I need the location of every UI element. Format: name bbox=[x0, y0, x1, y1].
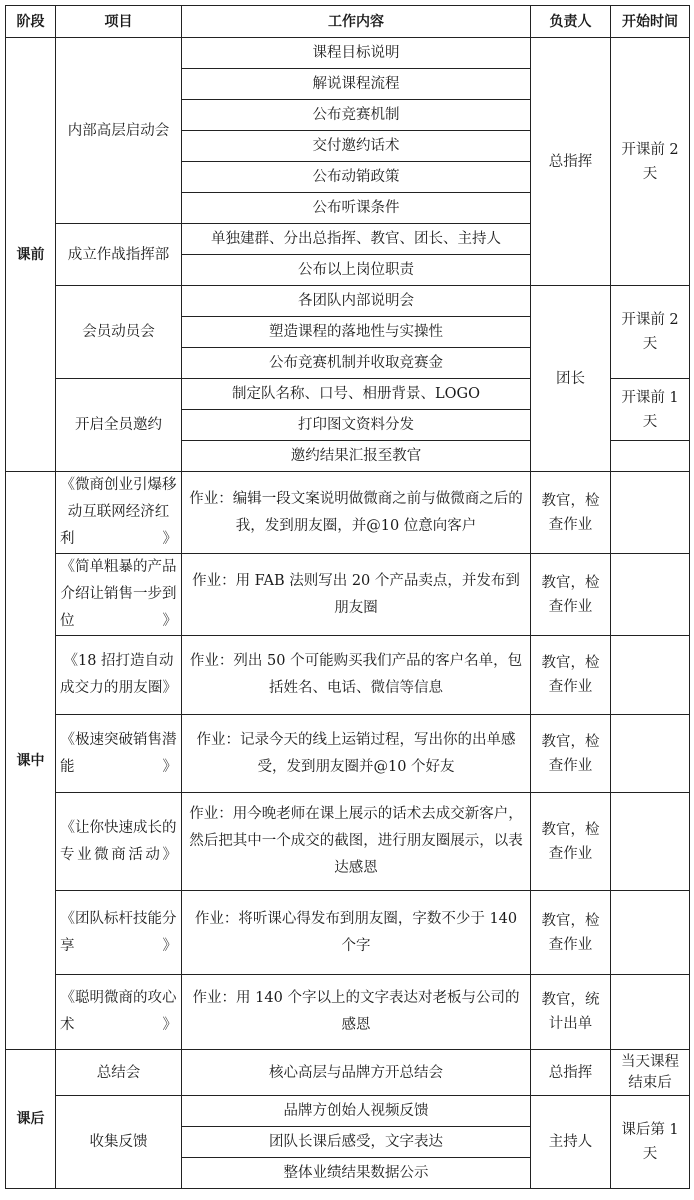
work-item: 公布动销政策 bbox=[182, 162, 531, 193]
work-item: 品牌方创始人视频反馈 bbox=[182, 1096, 531, 1127]
course-title: 《简单粗暴的产品介绍让销售一步到位》 bbox=[56, 554, 182, 636]
stage-after: 课后 bbox=[6, 1050, 56, 1189]
owner-leader: 团长 bbox=[531, 286, 611, 472]
work-item: 交付邀约话术 bbox=[182, 131, 531, 162]
table-row bbox=[6, 636, 690, 715]
project-mobilize: 会员动员会 bbox=[56, 286, 182, 379]
owner-cell: 教官，检查作业 bbox=[531, 715, 611, 793]
start-time: 开课前 2 天 bbox=[611, 38, 690, 286]
homework: 作业：列出 50 个可能购买我们产品的客户名单，包括姓名、电话、微信等信息 bbox=[182, 636, 531, 715]
work-item: 塑造课程的落地性与实操性 bbox=[182, 317, 531, 348]
owner-host: 主持人 bbox=[531, 1096, 611, 1189]
work-item: 公布竞赛机制 bbox=[182, 100, 531, 131]
header-stage: 阶段 bbox=[6, 6, 56, 38]
table-row bbox=[6, 891, 690, 975]
owner-cell: 教官，检查作业 bbox=[531, 793, 611, 891]
work-item: 打印图文资料分发 bbox=[182, 410, 531, 441]
table-row bbox=[6, 554, 690, 636]
header-work-content: 工作内容 bbox=[182, 6, 531, 38]
work-item: 邀约结果汇报至教官 bbox=[182, 441, 531, 472]
start-time: 开课前 2 天 bbox=[611, 286, 690, 379]
header-project: 项目 bbox=[56, 6, 182, 38]
table-row bbox=[6, 975, 690, 1050]
owner-cell: 教官，检查作业 bbox=[531, 472, 611, 554]
project-kickoff: 内部高层启动会 bbox=[56, 38, 182, 224]
course-title: 《18 招打造自动成交力的朋友圈》 bbox=[56, 636, 182, 715]
start-time: 当天课程结束后 bbox=[611, 1050, 690, 1096]
course-title: 《聪明微商的攻心术》 bbox=[56, 975, 182, 1050]
owner-commander: 总指挥 bbox=[531, 38, 611, 286]
owner-cell: 教官，检查作业 bbox=[531, 554, 611, 636]
homework: 作业：将听课心得发布到朋友圈，字数不少于 140 个字 bbox=[182, 891, 531, 975]
schedule-table bbox=[5, 5, 690, 1189]
course-title: 《微商创业引爆移动互联网经济红利》 bbox=[56, 472, 182, 554]
work-item: 核心高层与品牌方开总结会 bbox=[182, 1050, 531, 1096]
work-item: 各团队内部说明会 bbox=[182, 286, 531, 317]
owner-commander: 总指挥 bbox=[531, 1050, 611, 1096]
empty-cell bbox=[611, 975, 690, 1050]
stage-before: 课前 bbox=[6, 38, 56, 472]
work-item: 整体业绩结果数据公示 bbox=[182, 1158, 531, 1189]
course-title: 《团队标杆技能分享》 bbox=[56, 891, 182, 975]
start-time: 开课前 1 天 bbox=[611, 379, 690, 441]
table-row bbox=[6, 1096, 690, 1127]
empty-cell bbox=[611, 441, 690, 472]
project-invite: 开启全员邀约 bbox=[56, 379, 182, 472]
project-command: 成立作战指挥部 bbox=[56, 224, 182, 286]
homework: 作业：用 FAB 法则写出 20 个产品卖点，并发布到朋友圈 bbox=[182, 554, 531, 636]
homework: 作业：用 140 个字以上的文字表达对老板与公司的感恩 bbox=[182, 975, 531, 1050]
empty-cell bbox=[611, 793, 690, 891]
work-item: 单独建群、分出总指挥、教官、团长、主持人 bbox=[182, 224, 531, 255]
empty-cell bbox=[611, 636, 690, 715]
course-title: 《让你快速成长的专业微商活动》 bbox=[56, 793, 182, 891]
table-row bbox=[6, 793, 690, 891]
header-start-time: 开始时间 bbox=[611, 6, 690, 38]
empty-cell bbox=[611, 715, 690, 793]
header-owner: 负责人 bbox=[531, 6, 611, 38]
work-item: 团队长课后感受，文字表达 bbox=[182, 1127, 531, 1158]
work-item: 课程目标说明 bbox=[182, 38, 531, 69]
course-title: 《极速突破销售潜能》 bbox=[56, 715, 182, 793]
owner-cell: 教官，检查作业 bbox=[531, 891, 611, 975]
project-feedback: 收集反馈 bbox=[56, 1096, 182, 1189]
homework: 作业：编辑一段文案说明做微商之前与做微商之后的我，发到朋友圈，并@10 位意向客户 bbox=[182, 472, 531, 554]
project-summary: 总结会 bbox=[56, 1050, 182, 1096]
work-item: 公布听课条件 bbox=[182, 193, 531, 224]
owner-cell: 教官，统计出单 bbox=[531, 975, 611, 1050]
stage-during: 课中 bbox=[6, 472, 56, 1050]
table-row bbox=[6, 38, 690, 69]
table-row bbox=[6, 1050, 690, 1096]
owner-cell: 教官，检查作业 bbox=[531, 636, 611, 715]
work-item: 制定队名称、口号、相册背景、LOGO bbox=[182, 379, 531, 410]
homework: 作业：用今晚老师在课上展示的话术去成交新客户，然后把其中一个成交的截图，进行朋友圈展示，以表达感恩 bbox=[182, 793, 531, 891]
header-row bbox=[6, 6, 690, 38]
homework: 作业：记录今天的线上运销过程，写出你的出单感受，发到朋友圈并@10 个好友 bbox=[182, 715, 531, 793]
work-item: 公布竞赛机制并收取竞赛金 bbox=[182, 348, 531, 379]
table-row bbox=[6, 472, 690, 554]
table-row bbox=[6, 715, 690, 793]
work-item: 公布以上岗位职责 bbox=[182, 255, 531, 286]
start-time: 课后第 1 天 bbox=[611, 1096, 690, 1189]
empty-cell bbox=[611, 472, 690, 554]
empty-cell bbox=[611, 554, 690, 636]
work-item: 解说课程流程 bbox=[182, 69, 531, 100]
empty-cell bbox=[611, 891, 690, 975]
table-row bbox=[6, 286, 690, 317]
